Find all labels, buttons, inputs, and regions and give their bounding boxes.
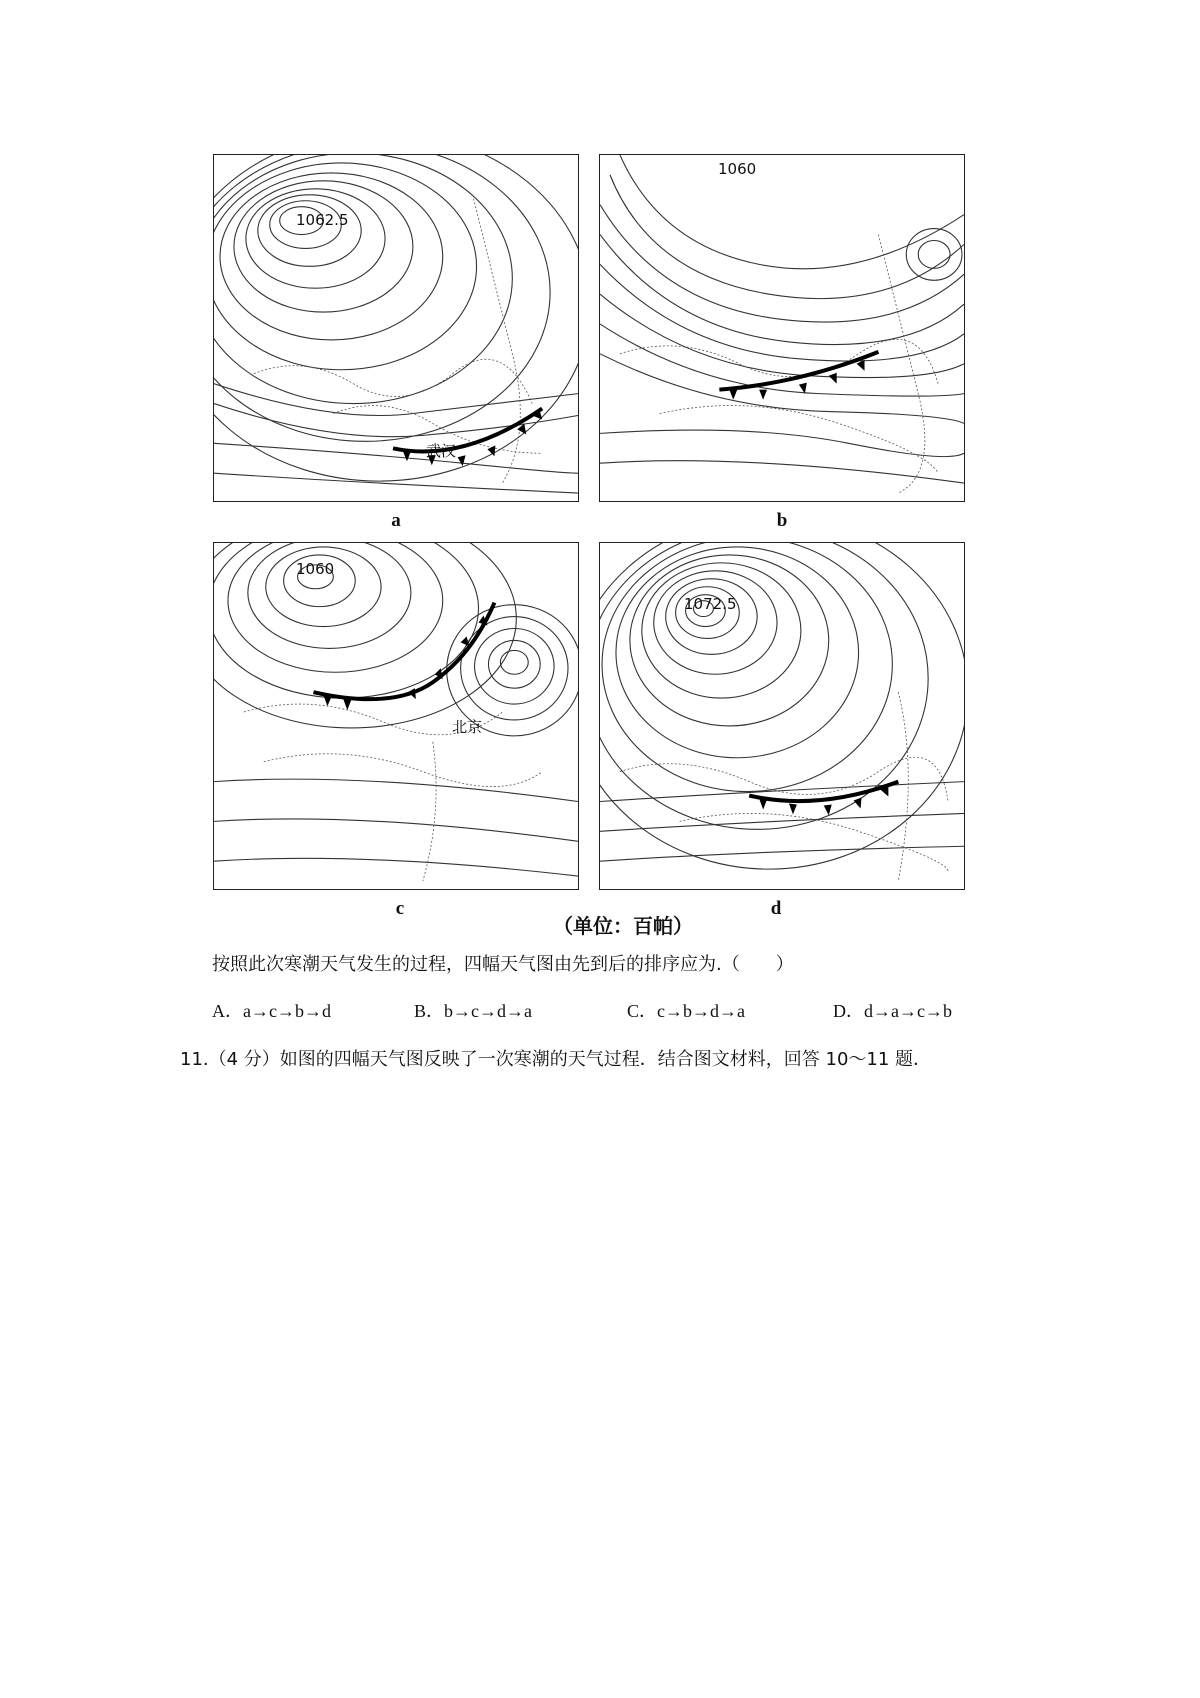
option-letter: A． [212, 1001, 243, 1021]
isobar-map-b [600, 155, 964, 501]
question-10-stem: 按照此次寒潮天气发生的过程，四幅天气图由先到后的排序应为.（ ） [212, 954, 794, 975]
option-a [212, 997, 331, 1023]
option-text: c→b→d→a [657, 1001, 745, 1021]
weather-map-b [599, 154, 965, 502]
option-text: d→a→c→b [864, 1001, 952, 1021]
city-label-beijing: 北京 [452, 718, 483, 736]
center-pressure-label-b: 1060 [718, 160, 757, 178]
panel-label-a: a [391, 510, 401, 531]
city-label-wuhan: 武汉 [426, 442, 457, 460]
panel-label-d: d [770, 898, 782, 919]
weather-map-d [599, 542, 965, 890]
isobar-map-d [600, 543, 964, 889]
question-11-text: 11.（4 分）如图的四幅天气图反映了一次寒潮的天气过程．结合图文材料，回答 10～11 题． [180, 1049, 932, 1070]
option-letter: B． [414, 1001, 445, 1021]
center-pressure-label-c: 1060 [296, 560, 335, 578]
option-d [833, 997, 952, 1023]
panel-label-b: b [776, 510, 788, 531]
option-text: b→c→d→a [444, 1001, 532, 1021]
isobar-map-a [214, 155, 578, 501]
weather-map-a [213, 154, 579, 502]
option-c [627, 997, 745, 1023]
center-pressure-label-a: 1062.5 [296, 211, 349, 229]
option-letter: C． [627, 1001, 658, 1021]
option-b [414, 997, 532, 1023]
weather-map-c [213, 542, 579, 890]
option-text: a→c→b→d [243, 1001, 331, 1021]
option-letter: D． [833, 1001, 864, 1021]
isobar-map-c [214, 543, 578, 889]
unit-caption: （单位：百帕） [553, 914, 693, 938]
panel-label-c: c [395, 898, 405, 919]
center-pressure-label-d: 1072.5 [684, 595, 737, 613]
